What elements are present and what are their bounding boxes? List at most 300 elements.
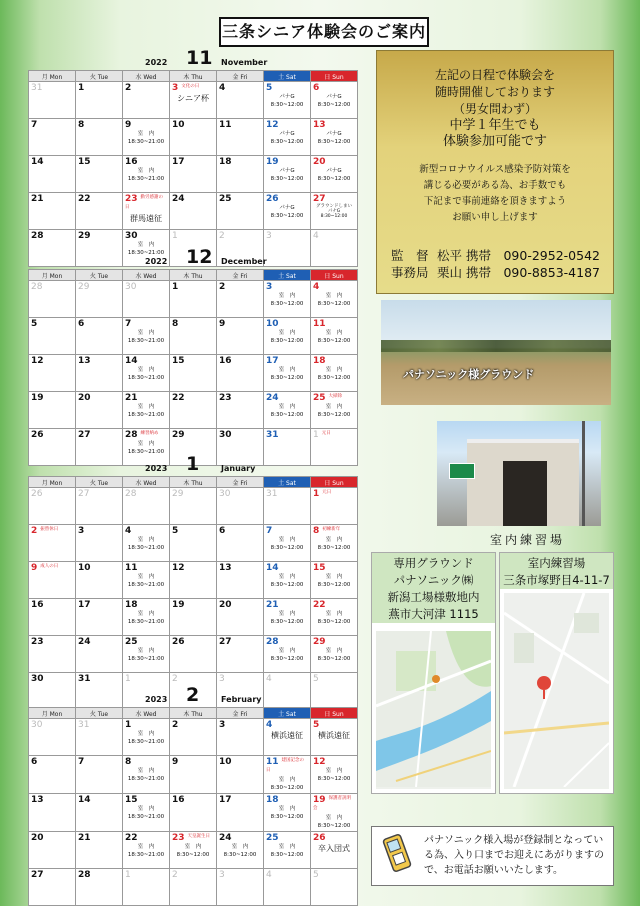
event-line: 室 内 [137,330,155,336]
event-note [266,844,308,859]
day-number: 14 [266,563,279,573]
calendar-grid [28,70,358,267]
weekday-header: 土 Sat [264,270,311,281]
calendar-day-cell [311,119,358,156]
holiday-label: 文化の日 [181,84,200,89]
calendar-day-cell [29,355,76,392]
weekday-header: 木 Thu [170,477,217,488]
day-number: 18 [313,356,326,366]
calendar-day-cell [123,525,170,562]
calendar-day-cell [170,794,217,832]
day-number: 19 [266,157,279,167]
calendar-day-cell [217,488,264,525]
calendar-day-cell [217,719,264,756]
info-highlight: 体験参加可能です [442,134,547,149]
day-number: 21 [31,194,44,204]
day-number: 15 [78,157,91,167]
day-number: 19 [313,795,326,805]
month-header-month: 1 [186,453,200,475]
event-line: 室 内 [137,574,155,580]
location-pin-icon [537,676,551,690]
day-number: 26 [313,833,326,843]
event-line: 室 内 [278,844,296,850]
day-number: 18 [219,157,232,167]
day-number: 29 [78,282,90,292]
weekday-header: 土 Sat [264,708,311,719]
day-number: 30 [125,282,137,292]
calendar-day-cell [29,392,76,429]
event-line: 18:30~21:00 [127,739,165,745]
event-line: 室 内 [278,330,296,336]
event-note [172,94,214,104]
calendar-day-cell [217,832,264,869]
event-line: 18:30~21:00 [127,250,165,256]
event-line: 室 内 [137,806,155,812]
day-number: 28 [125,430,138,440]
calendar-day-cell [123,869,170,906]
event-note [125,768,167,783]
calendar-day-cell [29,599,76,636]
tree-line [381,340,611,352]
event-note [313,204,355,219]
day-number: 19 [172,600,185,610]
event-line: 室 内 [325,768,343,774]
map-label: 燕市大河津 1115 [388,607,479,621]
event-line: 8:30~12:00 [317,582,351,588]
event-line: 8:30~12:00 [270,785,304,791]
event-line: シニア杯 [177,94,209,103]
day-number: 12 [313,757,326,767]
event-note [313,131,355,146]
event-line: 横浜遠征 [318,731,350,740]
day-number: 11 [125,563,138,573]
event-note [125,168,167,183]
day-number: 31 [266,430,279,440]
month-calendar [28,453,358,710]
calendar-day-cell [217,599,264,636]
event-line: 8:30~12:00 [270,213,304,219]
calendar-day-cell [264,794,311,832]
event-line: 8:30~12:00 [270,102,304,108]
event-line: 室 内 [278,537,296,543]
day-number: 2 [172,720,179,730]
month-header [28,246,358,269]
day-number: 30 [125,231,138,241]
day-number: 28 [31,231,44,241]
calendar-day-cell [217,562,264,599]
event-line: 18:30~21:00 [127,449,165,455]
day-number: 6 [219,526,226,536]
calendar-day-cell [264,119,311,156]
calendar-day-cell [217,119,264,156]
day-number: 1 [125,870,131,880]
event-note [125,441,167,456]
day-number: 23 [219,393,232,403]
event-line: 室 内 [325,330,343,336]
event-note [266,330,308,345]
day-number: 25 [219,194,232,204]
event-line: 8:30~12:00 [176,852,210,858]
calendar-day-cell [76,869,123,906]
event-line: 室 内 [325,537,343,543]
day-number: 5 [313,720,320,730]
event-line: 18:30~21:00 [127,338,165,344]
day-number: 10 [219,757,232,767]
notice-box [371,826,614,886]
day-number: 12 [31,356,44,366]
calendar-day-cell [123,756,170,794]
covid-line: 講じる必要がある為、お手数でも [423,180,567,191]
day-number: 25 [266,833,279,843]
event-line: 室 内 [231,844,249,850]
day-number: 25 [313,393,326,403]
event-note [313,768,355,783]
holiday-label: 元日 [321,431,331,436]
indoor-photo-caption: 室内練習場 [490,533,566,547]
day-number: 3 [266,282,273,292]
ground-photo-caption: パナソニック様グラウンド [403,368,535,381]
event-note [313,844,355,854]
calendar-grid [28,707,358,906]
event-line: 8:30~12:00 [270,656,304,662]
calendar-day-cell [123,392,170,429]
ground-map-graphic [376,631,491,787]
event-note [266,404,308,419]
event-line: 8:30~12:00 [270,139,304,145]
event-line: 群馬遠征 [130,214,162,223]
day-number: 8 [78,120,85,130]
day-number: 14 [31,157,44,167]
event-line: 室 内 [325,404,343,410]
event-line: 室 内 [137,404,155,410]
calendar-day-cell [170,869,217,906]
holiday-label: 振替休日 [40,527,59,532]
calendar-day-cell [311,599,358,636]
day-number: 26 [172,637,185,647]
weekday-header: 木 Thu [170,71,217,82]
info-line: 左記の日程で体験会を [434,68,555,82]
event-line: 室 内 [184,844,202,850]
calendar-day-cell [76,562,123,599]
event-note [266,293,308,308]
calendar-day-cell [76,318,123,355]
calendar-day-cell [264,156,311,193]
calendar-day-cell [76,756,123,794]
calendar-day-cell [311,318,358,355]
map-label: パナソニック㈱ [393,573,474,587]
event-note [266,168,308,183]
event-note [313,731,355,741]
event-note [313,537,355,552]
weekday-header: 土 Sat [264,71,311,82]
event-note [313,404,355,419]
day-number: 31 [78,674,91,684]
weekday-header: 水 Wed [123,270,170,281]
weekday-header: 日 Sun [311,708,358,719]
day-number: 1 [172,282,179,292]
calendar-day-cell [76,832,123,869]
calendar-day-cell [311,869,358,906]
calendar-day-cell [123,719,170,756]
calendar-day-cell [311,832,358,869]
event-line: 室 内 [278,293,296,299]
calendar-day-cell [29,82,76,119]
day-number: 29 [172,489,184,499]
calendar-grid [28,476,358,710]
event-line: パナG [279,94,295,100]
event-line: 18:30~21:00 [127,656,165,662]
event-note [266,777,308,792]
event-note [313,293,355,308]
month-header-month: 11 [186,47,213,69]
utility-pole [582,421,585,526]
calendar-day-cell [311,719,358,756]
day-number: 28 [78,870,91,880]
calendar-day-cell [217,355,264,392]
map-label: 専用グラウンド [393,556,474,570]
day-number: 17 [172,157,185,167]
month-header [28,453,358,476]
day-number: 5 [313,870,319,880]
calendar-day-cell [123,355,170,392]
calendar-day-cell [76,636,123,673]
day-number: 17 [266,356,279,366]
day-number: 4 [219,83,226,93]
event-line: 室 内 [278,404,296,410]
contact-phone[interactable]: 090-8853-4187 [503,265,600,280]
calendar-day-cell [29,281,76,318]
weekday-header: 月 Mon [29,71,76,82]
calendar-day-cell [311,82,358,119]
calendar-day-cell [264,281,311,318]
calendar-day-cell [29,756,76,794]
map-label: 室内練習場 [527,556,586,570]
calendar-day-cell [170,318,217,355]
mobile-phone-icon [380,834,420,878]
info-line: （男女問わず） [452,102,537,116]
calendar-day-cell [29,562,76,599]
day-number: 26 [31,430,44,440]
covid-line: お願い申し上げます [452,212,538,223]
day-number: 25 [125,637,138,647]
event-note [313,574,355,589]
event-note [125,214,167,224]
day-number: 11 [219,120,232,130]
day-number: 21 [78,833,91,843]
month-header-month: 2 [186,684,200,706]
event-note [266,367,308,382]
event-line: パナG [279,131,295,137]
day-number: 9 [219,319,226,329]
month-header-month-en: December [221,257,267,266]
day-number: 7 [31,120,38,130]
indoor-map[interactable] [504,593,609,789]
event-line: 8:30~12:00 [270,619,304,625]
holiday-label: 建国記念の日 [266,758,305,773]
day-number: 9 [31,563,38,573]
event-line: 室 内 [278,367,296,373]
weekday-header: 月 Mon [29,270,76,281]
holiday-label: 元日 [322,490,332,495]
day-number: 4 [266,870,272,880]
calendar-day-cell [170,82,217,119]
day-number: 24 [172,194,185,204]
facility-sign [449,463,475,479]
event-line: パナG [326,168,342,174]
calendar-day-cell [123,832,170,869]
day-number: 20 [31,833,44,843]
calendar-day-cell [217,756,264,794]
day-number: 1 [78,83,85,93]
day-number: 5 [31,319,38,329]
calendar-day-cell [123,488,170,525]
event-line: 室 内 [137,242,155,248]
event-line: 8:30~12:00 [317,823,351,829]
day-number: 30 [31,720,43,730]
event-note [125,131,167,146]
calendar-day-cell [311,562,358,599]
calendar-day-cell [170,719,217,756]
calendar-day-cell [29,318,76,355]
day-number: 8 [313,526,320,536]
event-note [219,844,261,859]
day-number: 7 [266,526,273,536]
calendar-day-cell [311,156,358,193]
event-line: 室 内 [325,574,343,580]
day-number: 5 [266,83,273,93]
calendar-day-cell [264,719,311,756]
day-number: 12 [172,563,185,573]
event-line: 18:30~21:00 [127,852,165,858]
day-number: 1 [125,720,132,730]
event-line: 18:30~21:00 [127,139,165,145]
calendar-day-cell [264,82,311,119]
calendar-day-cell [264,318,311,355]
event-note [266,731,308,741]
day-number: 2 [172,674,178,684]
month-header-year: 2022 [145,257,168,266]
day-number: 2 [172,870,178,880]
calendar-day-cell [76,82,123,119]
event-line: 8:30~12:00 [317,412,351,418]
event-line: 室 内 [137,648,155,654]
event-line: パナG [326,94,342,100]
calendar-day-cell [123,636,170,673]
event-line: 18:30~21:00 [127,375,165,381]
day-number: 3 [172,83,179,93]
ground-map[interactable] [376,631,491,789]
day-number: 31 [78,720,90,730]
calendar-day-cell [170,599,217,636]
event-line: 8:30~12:00 [270,412,304,418]
month-header-month-en: January [221,464,256,473]
day-number: 26 [266,194,279,204]
calendar-day-cell [170,488,217,525]
calendar-day-cell [76,355,123,392]
calendar-day-cell [123,156,170,193]
day-number: 27 [78,430,91,440]
event-note [125,330,167,345]
event-line: 8:30~12:00 [270,852,304,858]
map-label: 三条市塚野目4-11-7 [503,573,610,587]
contact-phone[interactable]: 090-2952-0542 [503,248,600,263]
event-note [125,367,167,382]
day-number: 6 [78,319,85,329]
calendar-day-cell [311,392,358,429]
calendar-day-cell [29,869,76,906]
month-header-year: 2022 [145,58,168,67]
day-number: 16 [172,795,185,805]
location-pin-icon [432,675,440,683]
day-number: 4 [313,231,319,241]
calendar-day-cell [170,193,217,230]
event-line: 8:30~12:00 [317,301,351,307]
day-number: 30 [31,674,44,684]
day-number: 31 [266,489,278,499]
event-note [125,731,167,746]
info-highlight: 中学１年生でも [449,118,541,133]
day-number: 27 [219,637,232,647]
day-number: 10 [78,563,91,573]
event-note [266,537,308,552]
covid-line: 新型コロナウイルス感染予防対策を [419,164,571,175]
day-number: 4 [125,526,132,536]
event-line: 室 内 [325,815,343,821]
event-line: 室 内 [325,648,343,654]
weekday-header: 火 Tue [76,708,123,719]
calendar-day-cell [170,525,217,562]
calendar-day-cell [29,636,76,673]
holiday-label: 練習納め [140,431,159,436]
weekday-header: 金 Fri [217,71,264,82]
event-note [125,844,167,859]
event-note [125,574,167,589]
day-number: 30 [219,430,232,440]
day-number: 23 [172,833,185,843]
day-number: 27 [78,489,90,499]
calendar-day-cell [311,193,358,230]
day-number: 8 [125,757,132,767]
day-number: 3 [219,870,225,880]
event-line: 8:30~12:00 [270,176,304,182]
calendar-day-cell [170,392,217,429]
day-number: 16 [125,157,138,167]
calendar-day-cell [76,119,123,156]
calendar-day-cell [264,832,311,869]
event-line: 8:30~12:00 [317,102,351,108]
day-number: 7 [125,319,132,329]
calendar-day-cell [217,82,264,119]
event-line: 8:30~12:00 [320,214,348,219]
holiday-label: 勤労感謝の日 [125,195,164,210]
day-number: 18 [266,795,279,805]
day-number: 6 [31,757,38,767]
event-line: パナG [279,205,295,211]
day-number: 15 [125,795,138,805]
event-line: 室 内 [137,731,155,737]
day-number: 13 [31,795,44,805]
weekday-header: 火 Tue [76,477,123,488]
day-number: 16 [31,600,44,610]
calendar-day-cell [29,193,76,230]
month-calendar [28,246,358,466]
calendar-day-cell [311,525,358,562]
calendar-day-cell [264,355,311,392]
day-number: 22 [125,833,138,843]
event-line: 室 内 [278,648,296,654]
contact-role: 監 督 [391,248,429,263]
day-number: 4 [266,720,273,730]
